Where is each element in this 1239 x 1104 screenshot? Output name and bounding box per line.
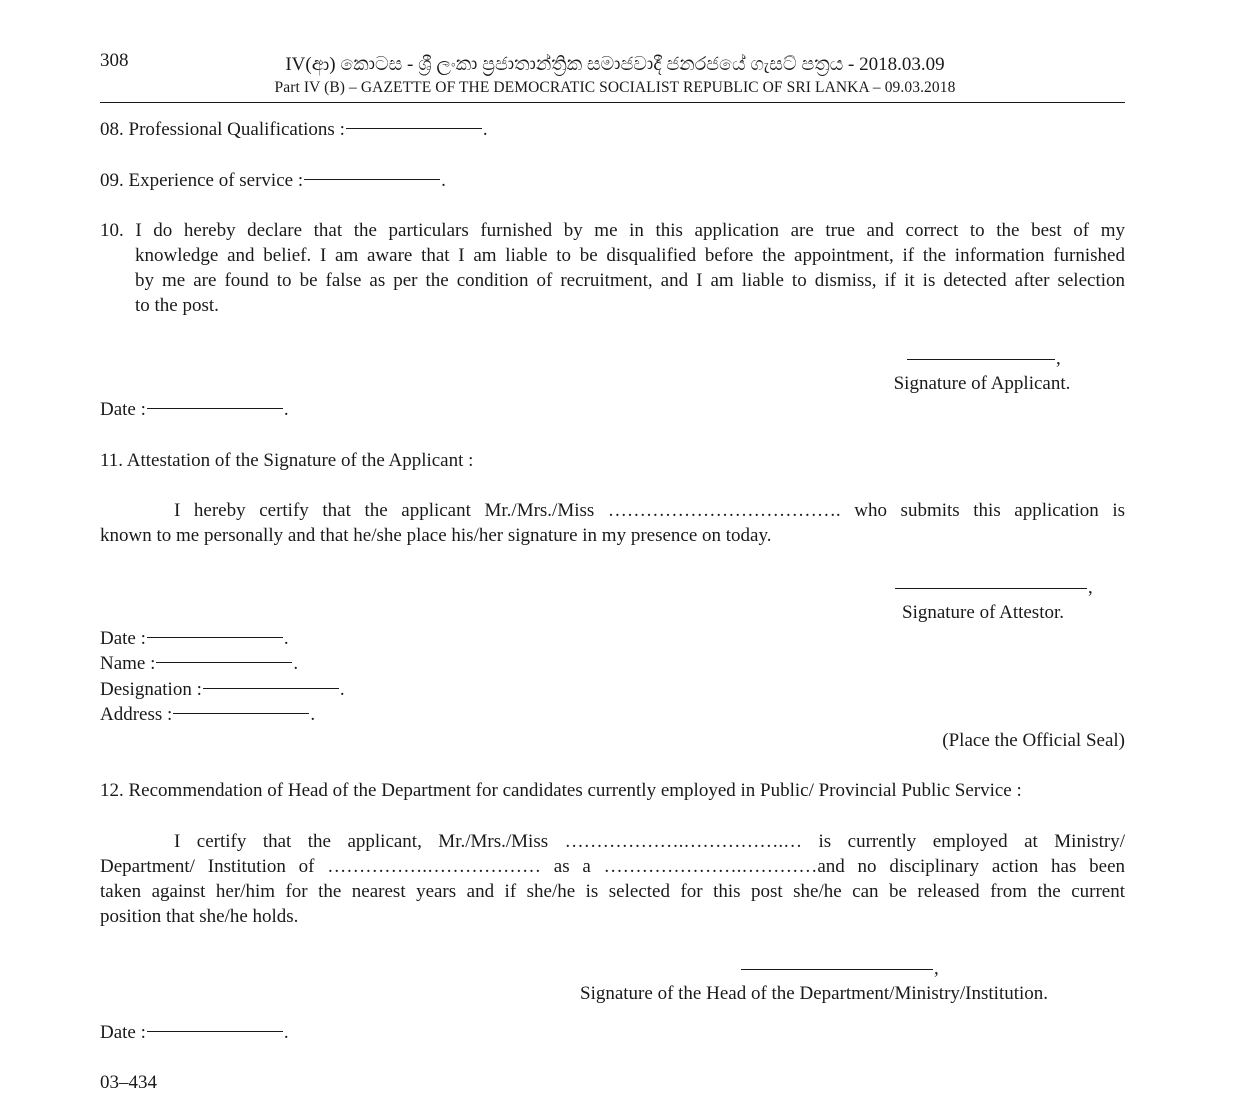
attestor-designation-field	[100, 677, 345, 702]
item-11-certification	[100, 498, 1125, 548]
date-blank-line[interactable]	[147, 408, 283, 409]
gazette-title-english: Part IV (B) – GAZETTE OF THE DEMOCRATIC SOCIALIST REPUBLIC OF SRI LANKA – 09.03.2018	[274, 79, 956, 96]
period: .	[283, 399, 289, 420]
date-label: Date :	[100, 1022, 146, 1043]
period: .	[293, 653, 299, 674]
address-label: Address :	[100, 704, 173, 725]
recommendation-line: I certify that the applicant, Mr./Mrs./Miss ……………….…………….… is currently employed at Ministry/	[174, 831, 1125, 852]
declaration-line: by me are found to be false as per the condition of recruitment, and I am liable to dismiss, if it is detected after selection	[135, 270, 1125, 291]
date-field	[100, 397, 289, 422]
period: .	[283, 1022, 289, 1043]
official-seal-note: (Place the Official Seal)	[942, 730, 1125, 751]
name-label: Name :	[100, 653, 156, 674]
item-08-label: 08. Professional Qualifications :	[100, 119, 345, 140]
date-label: Date :	[100, 628, 146, 649]
header-rule	[100, 102, 1125, 103]
item-08-professional-qualifications	[100, 117, 488, 142]
signature-line[interactable]	[895, 588, 1087, 589]
footer-code: 03–434	[100, 1072, 157, 1093]
certification-line: known to me personally and that he/she place his/her signature in my presence on today.	[100, 525, 772, 546]
period: .	[482, 119, 488, 140]
address-blank-line[interactable]	[173, 713, 309, 714]
certification-line: I hereby certify that the applicant Mr./Mrs./Miss ………………………………. who submits this application is	[174, 500, 1125, 521]
head-date-field	[100, 1020, 289, 1045]
signature-of-head-label: Signature of the Head of the Department/Ministry/Institution.	[580, 983, 1049, 1004]
signature-line[interactable]	[907, 359, 1055, 360]
attestor-signature-block	[894, 575, 1094, 625]
item-12-certification	[100, 829, 1125, 929]
item-11-attestation-heading: 11. Attestation of the Signature of the Applicant :	[100, 450, 474, 471]
designation-label: Designation :	[100, 679, 202, 700]
declaration-line: knowledge and belief. I am aware that I am liable to be disqualified before the appointment, if the information furnished	[135, 245, 1125, 266]
comma: ,	[1056, 348, 1061, 369]
comma: ,	[1088, 577, 1093, 598]
recommendation-line: Department/ Institution of …………….……………… as a ………………….…………and no disciplinary action has been	[100, 856, 1125, 877]
declaration-line: 10. I do hereby declare that the particulars furnished by me in this application are true and correct to the best of my	[100, 220, 1125, 241]
attestor-date-field	[100, 626, 289, 651]
period: .	[441, 170, 446, 191]
signature-of-attestor-label: Signature of Attestor.	[902, 602, 1065, 623]
recommendation-line: position that she/he holds.	[100, 906, 299, 927]
blank-field-line[interactable]	[346, 128, 482, 129]
recommendation-line: taken against her/him for the nearest years and if she/he is selected for this post she/he can be released from the current	[100, 881, 1125, 902]
attestor-name-field	[100, 651, 298, 676]
head-signature-block	[580, 956, 1100, 1006]
date-label: Date :	[100, 399, 146, 420]
item-12-recommendation-heading: 12. Recommendation of Head of the Department for candidates currently employed in Public/ Provincial Public Service :	[100, 780, 1022, 801]
applicant-signature-block	[884, 346, 1080, 396]
name-blank-line[interactable]	[156, 662, 292, 663]
gazette-title-sinhala: IV(ආ) කොටස - ශ්‍රී ලංකා ප්‍රජාතාන්ත්‍රික සමාජවාදී ජනරජයේ ගැසට් පත්‍රය - 2018.03.09	[285, 54, 945, 75]
signature-line[interactable]	[741, 969, 933, 970]
date-blank-line[interactable]	[147, 1031, 283, 1032]
item-09-experience-of-service	[100, 168, 446, 193]
period: .	[339, 679, 345, 700]
attestor-address-field	[100, 702, 315, 727]
designation-blank-line[interactable]	[203, 688, 339, 689]
page-number: 308	[100, 50, 129, 71]
blank-field-line[interactable]	[304, 179, 440, 180]
item-09-label: 09. Experience of service :	[100, 170, 304, 191]
signature-of-applicant-label: Signature of Applicant.	[893, 373, 1071, 394]
declaration-line: to the post.	[135, 295, 219, 316]
comma: ,	[934, 958, 939, 979]
period: .	[283, 628, 289, 649]
date-blank-line[interactable]	[147, 637, 283, 638]
item-10-declaration	[100, 218, 1125, 318]
period: .	[310, 704, 316, 725]
